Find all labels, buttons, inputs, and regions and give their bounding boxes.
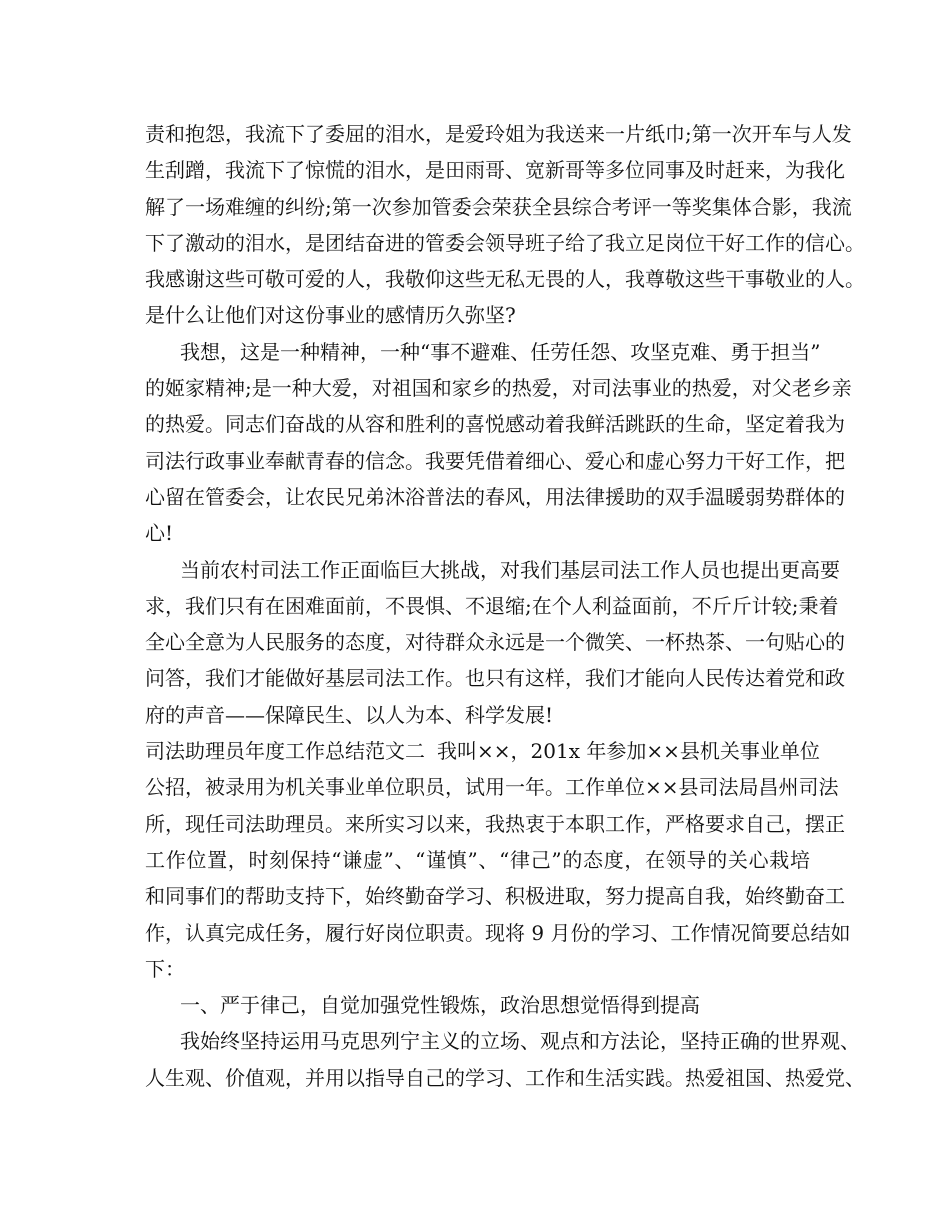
text-line: 生刮蹭，我流下了惊慌的泪水，是田雨哥、宽新哥等多位同事及时赶来，为我化 [145, 158, 845, 183]
text-line: 我始终坚持运用马克思列宁主义的立场、观点和方法论，坚持正确的世界观、 [180, 1029, 860, 1054]
section-heading: 司法助理员年度工作总结范文二 [145, 739, 425, 764]
text-line: 问答，我们才能做好基层司法工作。也只有这样，我们才能向人民传达着党和政 [145, 666, 845, 691]
text-line: 我感谢这些可敬可爱的人，我敬仰这些无私无畏的人，我尊敬这些干事敬业的人。 [145, 267, 865, 292]
text-line: 求，我们只有在困难面前，不畏惧、不退缩;在个人利益面前，不斤斤计较;秉着 [145, 593, 839, 618]
text-line: 我想，这是一种精神，一种“事不避难、任劳任怨、攻坚克难、勇于担当” [180, 339, 821, 364]
text-line: 府的声音——保障民生、以人为本、科学发展! [145, 702, 554, 727]
section-heading-line [145, 733, 820, 769]
text-line: 是什么让他们对这份事业的感情历久弥坚? [145, 303, 516, 328]
text-line: 作，认真完成任务，履行好岗位职责。现将 9 月份的学习、工作情况简要总结如 [145, 920, 851, 945]
text-line: 的姬家精神;是一种大爱，对祖国和家乡的热爱，对司法事业的热爱，对父老乡亲 [145, 376, 852, 401]
text-line: 和同事们的帮助支持下，始终勤奋学习、积极进取，努力提高自我，始终勤奋工 [145, 884, 845, 909]
document-body [145, 116, 865, 1096]
text-line: 我叫××，201x 年参加××县机关事业单位 [437, 739, 820, 764]
subheading: 一、严于律己，自觉加强党性锻炼，政治思想觉悟得到提高 [180, 993, 700, 1018]
text-line: 解了一场难缠的纠纷;第一次参加管委会荣获全县综合考评一等奖集体合影，我流 [145, 194, 852, 219]
text-line: 下： [145, 956, 185, 981]
text-line: 下了激动的泪水，是团结奋进的管委会领导班子给了我立足岗位干好工作的信心。 [145, 230, 865, 255]
text-line: 工作位置，时刻保持“谦虚”、“谨慎”、“律己”的态度，在领导的关心栽培 [145, 847, 810, 872]
text-line: 责和抱怨，我流下了委屈的泪水，是爱玲姐为我送来一片纸巾;第一次开车与人发 [145, 122, 852, 146]
text-line: 心留在管委会，让农民兄弟沐浴普法的春风，用法律援助的双手温暖弱势群体的 [145, 484, 845, 509]
text-line: 所，现任司法助理员。来所实习以来，我热衷于本职工作，严格要求自己，摆正 [145, 811, 845, 836]
text-line: 公招，被录用为机关事业单位职员，试用一年。工作单位××县司法局昌州司法 [145, 775, 839, 800]
text-line: 当前农村司法工作正面临巨大挑战，对我们基层司法工作人员也提出更高要 [180, 557, 840, 582]
text-line: 心! [145, 521, 174, 546]
text-line: 的热爱。同志们奋战的从容和胜利的喜悦感动着我鲜活跳跃的生命，坚定着我为 [145, 412, 845, 437]
text-line: 全心全意为人民服务的态度，对待群众永远是一个微笑、一杯热茶、一句贴心的 [145, 630, 845, 655]
text-line: 司法行政事业奉献青春的信念。我要凭借着细心、爱心和虚心努力干好工作，把 [145, 448, 845, 473]
text-line: 人生观、价值观，并用以指导自己的学习、工作和生活实践。热爱祖国、热爱党、 [145, 1065, 865, 1090]
